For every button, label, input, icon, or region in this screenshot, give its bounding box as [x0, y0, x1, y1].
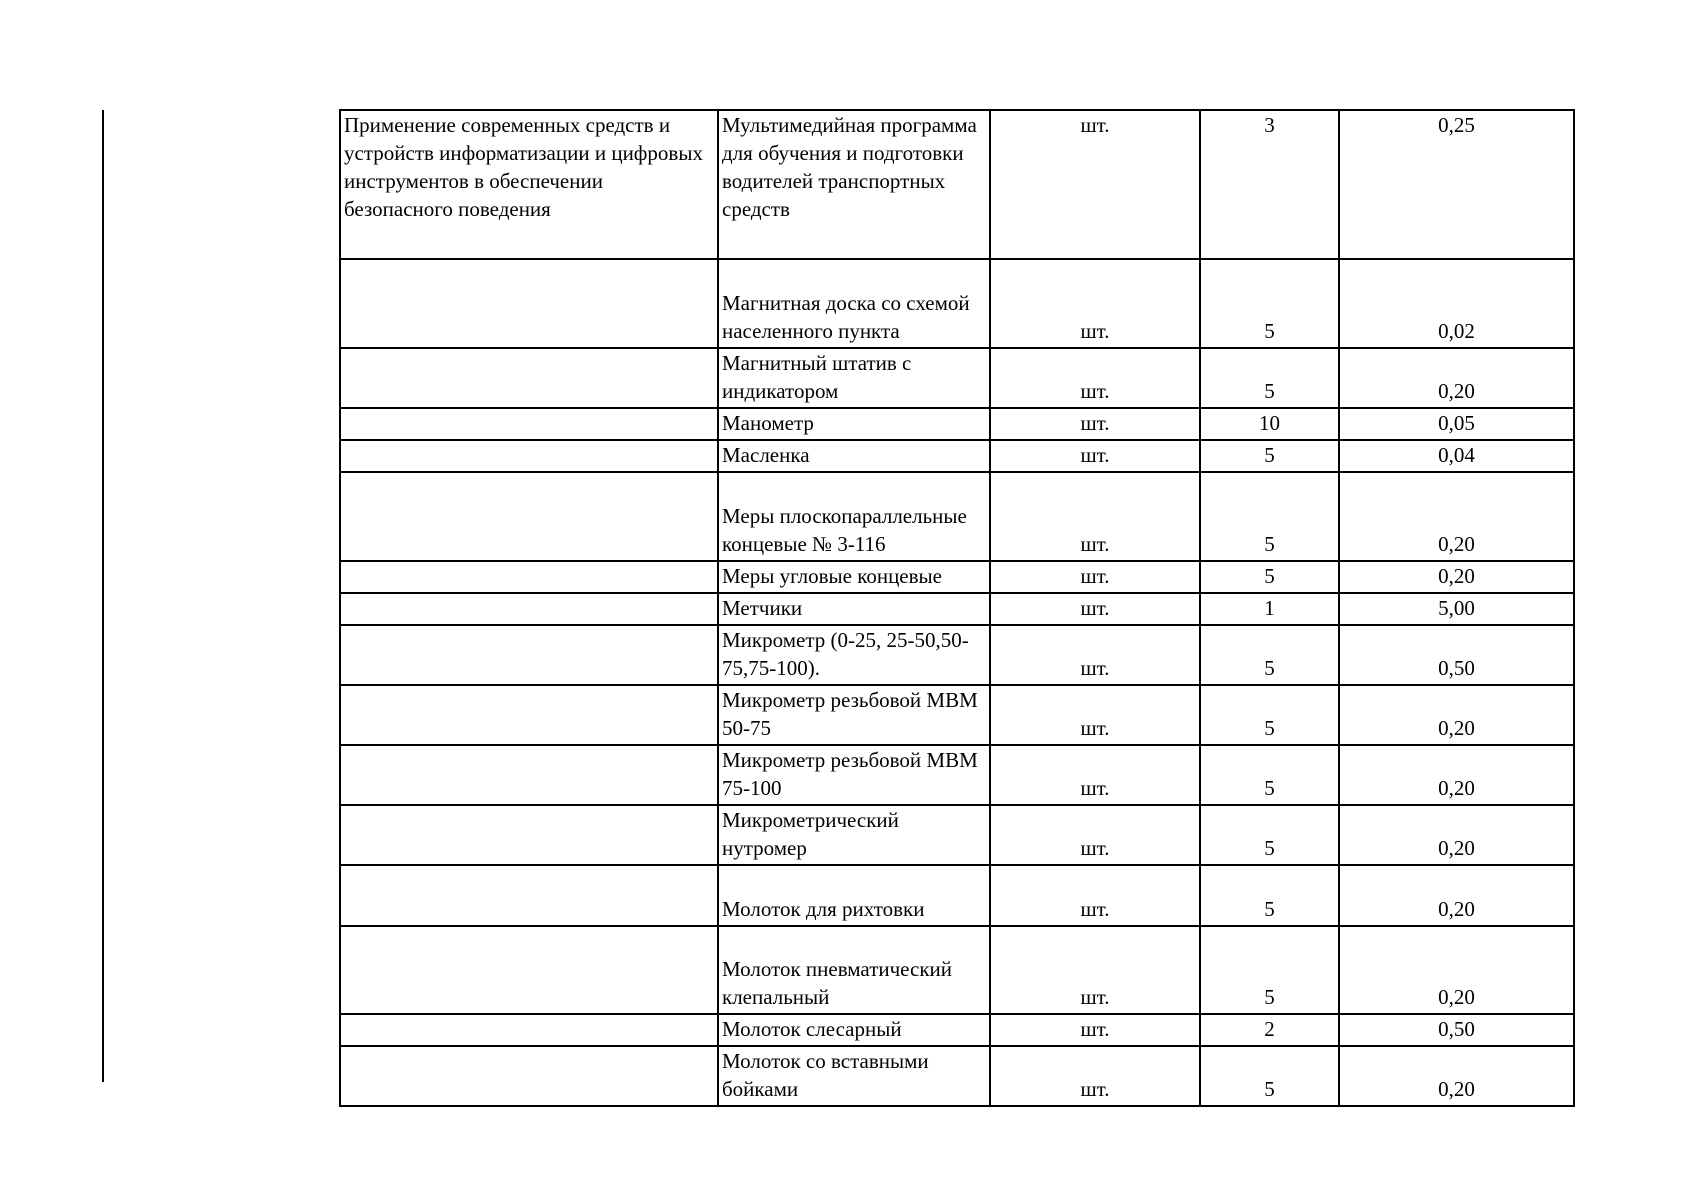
section-cell [340, 805, 718, 865]
quantity-cell: 5 [1200, 472, 1339, 561]
table-row [340, 593, 1574, 625]
quantity-cell: 3 [1200, 110, 1339, 259]
unit-cell: шт. [990, 745, 1200, 805]
table-row [340, 408, 1574, 440]
unit-cell: шт. [990, 1046, 1200, 1106]
table-row [340, 625, 1574, 685]
norm-cell: 0,50 [1339, 1014, 1574, 1046]
unit-cell: шт. [990, 348, 1200, 408]
item-name-cell: Манометр [718, 408, 990, 440]
section-cell [340, 348, 718, 408]
quantity-cell: 5 [1200, 1046, 1339, 1106]
item-name-cell: Молоток для рихтовки [718, 865, 990, 926]
unit-cell: шт. [990, 685, 1200, 745]
table-row [340, 110, 1574, 259]
norm-cell: 0,50 [1339, 625, 1574, 685]
section-cell [340, 440, 718, 472]
table-row [340, 926, 1574, 1014]
table-row [340, 561, 1574, 593]
norm-cell: 0,02 [1339, 259, 1574, 348]
table-row [340, 440, 1574, 472]
item-name-cell: Микрометр (0-25, 25-50,50- 75,75-100). [718, 625, 990, 685]
item-name-cell: Молоток пневматический клепальный [718, 926, 990, 1014]
quantity-cell: 5 [1200, 561, 1339, 593]
unit-cell: шт. [990, 110, 1200, 259]
norm-cell: 0,20 [1339, 472, 1574, 561]
section-cell [340, 561, 718, 593]
item-name-cell: Молоток со вставными бойками [718, 1046, 990, 1106]
norm-cell: 5,00 [1339, 593, 1574, 625]
norm-cell: 0,20 [1339, 1046, 1574, 1106]
item-name-cell: Мультимедийная программа для обучения и подготовки водителей транспортных средств [718, 110, 990, 259]
section-cell [340, 625, 718, 685]
quantity-cell: 5 [1200, 625, 1339, 685]
unit-cell: шт. [990, 259, 1200, 348]
unit-cell: шт. [990, 805, 1200, 865]
section-cell [340, 593, 718, 625]
section-cell: Применение современных средств и устройств информатизации и цифровых инструментов в обеспечении безопасного поведения [340, 110, 718, 259]
table-row [340, 472, 1574, 561]
quantity-cell: 5 [1200, 805, 1339, 865]
section-cell [340, 926, 718, 1014]
unit-cell: шт. [990, 561, 1200, 593]
item-name-cell: Меры плоскопараллельные концевые № 3-116 [718, 472, 990, 561]
norm-cell: 0,20 [1339, 865, 1574, 926]
norm-cell: 0,25 [1339, 110, 1574, 259]
unit-cell: шт. [990, 926, 1200, 1014]
quantity-cell: 5 [1200, 685, 1339, 745]
norm-cell: 0,20 [1339, 685, 1574, 745]
table-row [340, 259, 1574, 348]
quantity-cell: 2 [1200, 1014, 1339, 1046]
unit-cell: шт. [990, 1014, 1200, 1046]
unit-cell: шт. [990, 440, 1200, 472]
unit-cell: шт. [990, 865, 1200, 926]
item-name-cell: Молоток слесарный [718, 1014, 990, 1046]
section-cell [340, 472, 718, 561]
table-row [340, 1014, 1574, 1046]
section-cell [340, 685, 718, 745]
section-cell [340, 745, 718, 805]
table-row [340, 865, 1574, 926]
table-row [340, 685, 1574, 745]
section-cell [340, 1046, 718, 1106]
item-name-cell: Магнитный штатив с индикатором [718, 348, 990, 408]
table-row [340, 745, 1574, 805]
quantity-cell: 5 [1200, 745, 1339, 805]
norm-cell: 0,20 [1339, 926, 1574, 1014]
norm-cell: 0,20 [1339, 745, 1574, 805]
section-cell [340, 865, 718, 926]
quantity-cell: 5 [1200, 348, 1339, 408]
section-cell [340, 1014, 718, 1046]
item-name-cell: Микрометрический нутромер [718, 805, 990, 865]
section-cell [340, 408, 718, 440]
quantity-cell: 5 [1200, 259, 1339, 348]
unit-cell: шт. [990, 472, 1200, 561]
section-cell [340, 259, 718, 348]
quantity-cell: 10 [1200, 408, 1339, 440]
norm-cell: 0,20 [1339, 805, 1574, 865]
norm-cell: 0,20 [1339, 561, 1574, 593]
item-name-cell: Микрометр резьбовой МВМ 50-75 [718, 685, 990, 745]
table-row [340, 805, 1574, 865]
quantity-cell: 5 [1200, 440, 1339, 472]
quantity-cell: 1 [1200, 593, 1339, 625]
quantity-cell: 5 [1200, 865, 1339, 926]
left-margin-rule [102, 110, 104, 1082]
table-row [340, 348, 1574, 408]
norm-cell: 0,04 [1339, 440, 1574, 472]
quantity-cell: 5 [1200, 926, 1339, 1014]
item-name-cell: Масленка [718, 440, 990, 472]
table-row [340, 1046, 1574, 1106]
item-name-cell: Магнитная доска со схемой населенного пункта [718, 259, 990, 348]
item-name-cell: Меры угловые концевые [718, 561, 990, 593]
norm-cell: 0,20 [1339, 348, 1574, 408]
unit-cell: шт. [990, 408, 1200, 440]
equipment-table [339, 109, 1575, 1107]
item-name-cell: Метчики [718, 593, 990, 625]
unit-cell: шт. [990, 593, 1200, 625]
norm-cell: 0,05 [1339, 408, 1574, 440]
unit-cell: шт. [990, 625, 1200, 685]
item-name-cell: Микрометр резьбовой МВМ 75-100 [718, 745, 990, 805]
